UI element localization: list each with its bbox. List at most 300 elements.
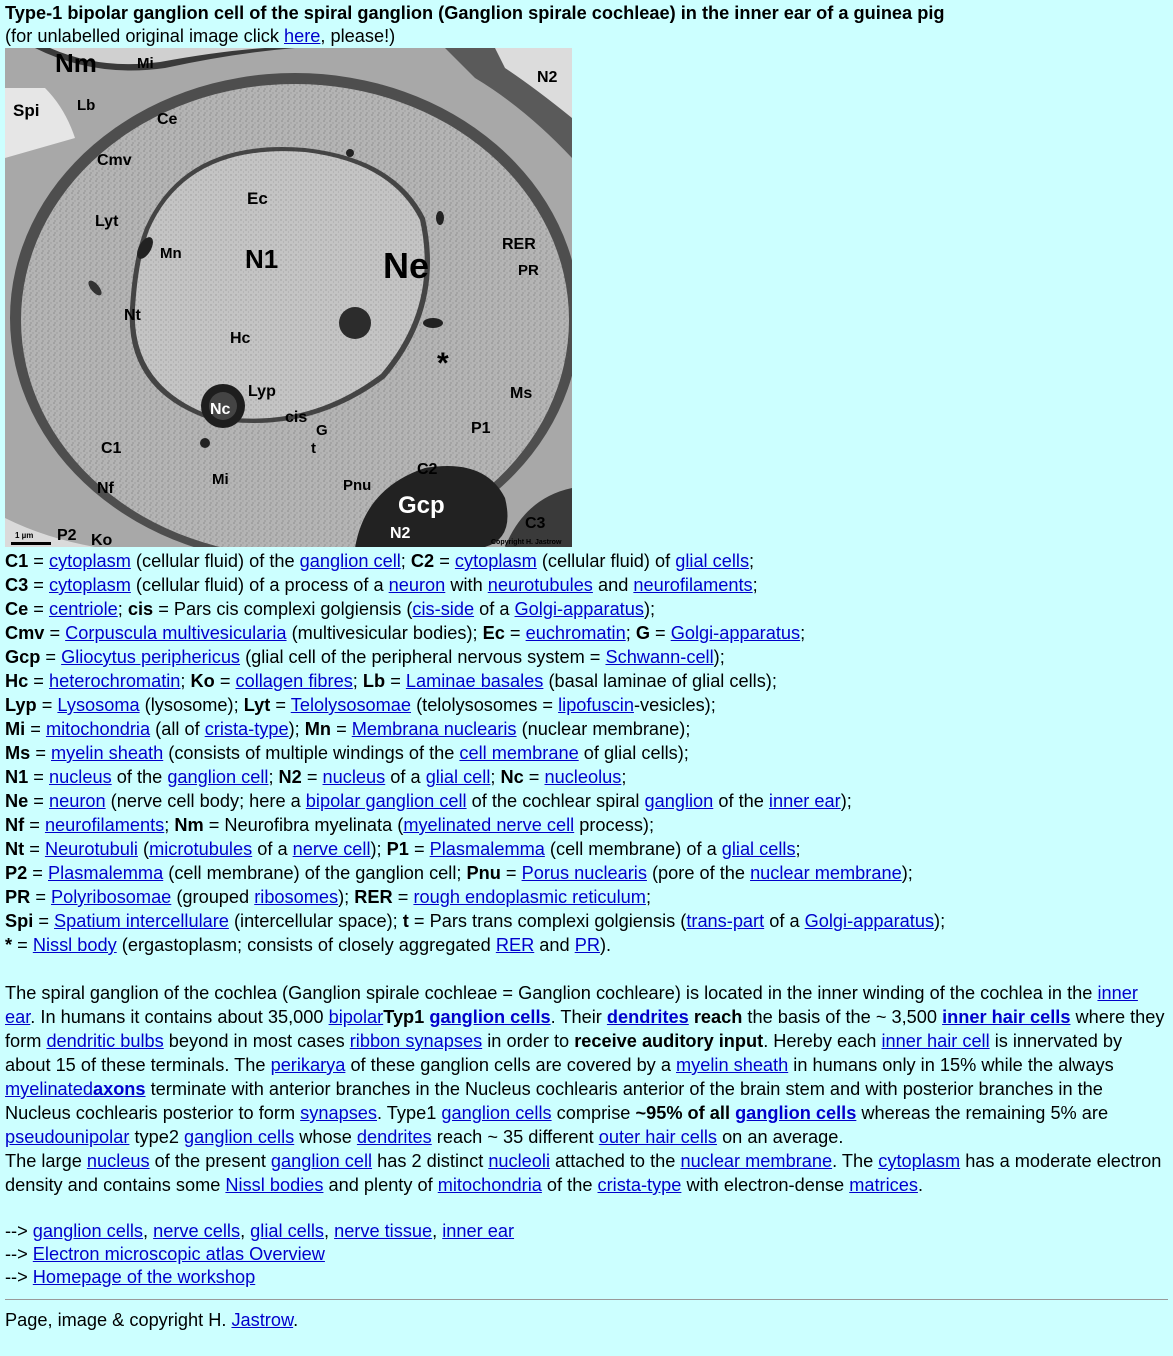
text-run: = bbox=[24, 839, 45, 859]
svg-text:Mn: Mn bbox=[160, 245, 182, 262]
term-link[interactable]: Jastrow bbox=[231, 1310, 294, 1330]
svg-text:Nf: Nf bbox=[97, 480, 114, 497]
text-run: ; bbox=[795, 839, 801, 859]
text-run: (cell membrane) of the ganglion cell; bbox=[163, 863, 467, 883]
text-run: = bbox=[33, 911, 55, 931]
legend-line bbox=[5, 909, 1168, 933]
text-run: terminate with anterior branches in the Nucleus cochlearis anterior of the brain stem and with posterior branches in the Nucleus cochlearis posterior to form bbox=[5, 1079, 1103, 1123]
term-link[interactable]: nerve cells bbox=[153, 1221, 241, 1241]
text-run: ; bbox=[117, 599, 128, 619]
text-run: attached to the bbox=[550, 1151, 681, 1171]
abbreviation: Lb bbox=[362, 671, 386, 691]
text-run: = bbox=[301, 767, 323, 787]
svg-text:Cmv: Cmv bbox=[97, 152, 132, 169]
svg-text:N2: N2 bbox=[390, 525, 411, 542]
term-link[interactable]: ganglion cell bbox=[299, 551, 401, 571]
text-run: of the present bbox=[149, 1151, 271, 1171]
text-run: , bbox=[240, 1221, 251, 1241]
text-run: = bbox=[408, 839, 430, 859]
term-link[interactable]: synapses bbox=[300, 1103, 377, 1123]
text-run: ); bbox=[370, 839, 387, 859]
legend-line bbox=[5, 789, 1168, 813]
text-run: ; bbox=[490, 767, 501, 787]
svg-text:G: G bbox=[316, 422, 328, 439]
term-link-bold[interactable]: dendrites bbox=[606, 1007, 689, 1027]
term-link-bold[interactable]: axons bbox=[92, 1079, 146, 1099]
legend-line bbox=[5, 885, 1168, 909]
abbreviation: Ec bbox=[482, 623, 505, 643]
text-run: (nerve cell body; here a bbox=[105, 791, 306, 811]
text-run: the basis of the ~ 3,500 bbox=[742, 1007, 943, 1027]
svg-text:Ce: Ce bbox=[157, 111, 178, 128]
svg-text:t: t bbox=[311, 440, 316, 457]
abbreviation: C2 bbox=[410, 551, 435, 571]
term-link[interactable]: PR bbox=[574, 935, 600, 955]
text-run: (lysosome); bbox=[139, 695, 244, 715]
legend-line bbox=[5, 765, 1168, 789]
page-title: Type-1 bipolar ganglion cell of the spiral ganglion (Ganglion spirale cochleae) in the inner ear of a guinea pig bbox=[5, 3, 945, 23]
electron-micrograph bbox=[5, 48, 572, 547]
text-run: ; bbox=[180, 671, 191, 691]
abbreviation: cis bbox=[127, 599, 154, 619]
svg-text:P1: P1 bbox=[471, 420, 491, 437]
text-run: = bbox=[40, 647, 62, 667]
term-link[interactable]: euchromatin bbox=[525, 623, 626, 643]
text-run: ); bbox=[934, 911, 946, 931]
abbreviation: Hc bbox=[5, 671, 29, 691]
text-run: (pore of the bbox=[646, 863, 751, 883]
text-run: ; bbox=[645, 887, 652, 907]
abbreviation: Mi bbox=[5, 719, 26, 739]
text-run: ; bbox=[268, 767, 279, 787]
text-run: = bbox=[28, 791, 49, 811]
term-link[interactable]: ganglion cells bbox=[441, 1103, 552, 1123]
term-link[interactable]: nerve cell bbox=[292, 839, 371, 859]
text-run: of glial cells); bbox=[578, 743, 689, 763]
nav-line bbox=[5, 1220, 1168, 1243]
text-run: whereas the remaining 5% are bbox=[856, 1103, 1109, 1123]
text-run: Page, image & copyright H. bbox=[5, 1310, 232, 1330]
text-run: (intercellular space); bbox=[228, 911, 403, 931]
term-link[interactable]: glial cell bbox=[425, 767, 491, 787]
term-link[interactable]: mitochondria bbox=[437, 1175, 542, 1195]
term-link[interactable]: Plasmalemma bbox=[429, 839, 545, 859]
text-run: (telolysosomes = bbox=[411, 695, 559, 715]
term-link-bold[interactable]: inner hair cells bbox=[942, 1007, 1071, 1027]
text-run: = bbox=[523, 767, 545, 787]
text-run: ; bbox=[749, 551, 755, 571]
text-run: = bbox=[331, 719, 352, 739]
term-link[interactable]: heterochromatin bbox=[48, 671, 181, 691]
text-run: of a bbox=[474, 599, 515, 619]
term-link[interactable]: ribosomes bbox=[254, 887, 339, 907]
text-run: ; bbox=[800, 623, 806, 643]
term-link[interactable]: outer hair cells bbox=[598, 1127, 718, 1147]
text-run: ); bbox=[713, 647, 725, 667]
text-run: of a bbox=[764, 911, 805, 931]
text-run: --> bbox=[5, 1244, 33, 1264]
svg-text:Mi: Mi bbox=[212, 471, 229, 488]
term-link[interactable]: pseudounipolar bbox=[5, 1127, 130, 1147]
legend-line bbox=[5, 645, 1168, 669]
svg-text:Lyt: Lyt bbox=[95, 213, 119, 230]
term-link[interactable]: inner ear bbox=[442, 1221, 515, 1241]
term-link[interactable]: inner ear bbox=[768, 791, 841, 811]
paragraph-2 bbox=[5, 1149, 1168, 1197]
term-link[interactable]: neurofilaments bbox=[633, 575, 753, 595]
text-run: ); bbox=[338, 887, 355, 907]
svg-text:Spi: Spi bbox=[13, 101, 40, 120]
svg-text:Mi: Mi bbox=[137, 55, 154, 72]
text-run: (all of bbox=[150, 719, 205, 739]
legend-line bbox=[5, 549, 1168, 573]
term-link[interactable]: Gliocytus periphericus bbox=[61, 647, 241, 667]
svg-text:Lyp: Lyp bbox=[248, 383, 276, 400]
text-run: = Neurofibra myelinata ( bbox=[203, 815, 404, 835]
svg-text:N2: N2 bbox=[537, 69, 558, 86]
term-link[interactable]: glial cells bbox=[250, 1221, 324, 1241]
term-link[interactable]: Telolysosomae bbox=[290, 695, 412, 715]
abbreviation: Nm bbox=[174, 815, 204, 835]
svg-text:Nm: Nm bbox=[55, 48, 97, 78]
text-run: of the bbox=[541, 1175, 598, 1195]
text-run: in humans only in 15% while the always bbox=[788, 1055, 1114, 1075]
text-run: (glial cell of the peripheral nervous system = bbox=[240, 647, 606, 667]
term-link[interactable]: Plasmalemma bbox=[47, 863, 164, 883]
text-run: of a bbox=[252, 839, 293, 859]
paragraph-1 bbox=[5, 981, 1168, 1149]
text-run: . bbox=[293, 1310, 299, 1330]
text-run: . Hereby each bbox=[763, 1031, 882, 1051]
term-link[interactable]: dendritic bulbs bbox=[46, 1031, 164, 1051]
svg-text:1 µm: 1 µm bbox=[15, 531, 34, 540]
term-link[interactable]: ganglion cell bbox=[270, 1151, 373, 1171]
svg-text:C3: C3 bbox=[525, 515, 546, 532]
legend-line bbox=[5, 573, 1168, 597]
term-link[interactable]: Corpuscula multivesicularia bbox=[65, 623, 287, 643]
abbreviation: Mn bbox=[304, 719, 332, 739]
text-run: . In humans it contains about 35,000 bbox=[30, 1007, 329, 1027]
text-run: on an average. bbox=[717, 1127, 844, 1147]
abbreviation-legend bbox=[5, 549, 1168, 957]
legend-line bbox=[5, 813, 1168, 837]
abbreviation: Typ1 bbox=[383, 1007, 430, 1027]
term-link[interactable]: collagen fibres bbox=[235, 671, 353, 691]
legend-line bbox=[5, 837, 1168, 861]
text-run: = bbox=[434, 551, 455, 571]
text-run: in order to bbox=[482, 1031, 575, 1051]
text-run: has a moderate electron density and contains some bbox=[5, 1151, 1162, 1195]
term-link[interactable]: nerve tissue bbox=[334, 1221, 433, 1241]
term-link[interactable]: inner hair cell bbox=[881, 1031, 990, 1051]
abbreviation: N1 bbox=[5, 767, 29, 787]
term-link[interactable]: nucleus bbox=[86, 1151, 150, 1171]
abbreviation: Ms bbox=[5, 743, 31, 763]
text-run: . Their bbox=[550, 1007, 607, 1027]
text-run: of the bbox=[111, 767, 168, 787]
term-link[interactable]: Porus nuclearis bbox=[521, 863, 647, 883]
svg-text:Nc: Nc bbox=[210, 401, 231, 418]
term-link[interactable]: Membrana nuclearis bbox=[351, 719, 517, 739]
term-link[interactable]: centriole bbox=[48, 599, 118, 619]
term-link[interactable]: cytoplasm bbox=[454, 551, 537, 571]
term-link[interactable]: dendrites bbox=[356, 1127, 432, 1147]
text-run: = bbox=[28, 767, 49, 787]
nav-line bbox=[5, 1266, 1168, 1289]
micrograph-svg bbox=[5, 48, 572, 547]
text-run: (cellular fluid) of a process of a bbox=[130, 575, 389, 595]
text-run: = bbox=[649, 623, 671, 643]
text-run: beyond in most cases bbox=[163, 1031, 350, 1051]
text-run: ; bbox=[621, 767, 627, 787]
term-link[interactable]: Schwann-cell bbox=[605, 647, 714, 667]
text-run: = bbox=[27, 863, 48, 883]
text-run: = Pars cis complexi golgiensis ( bbox=[153, 599, 413, 619]
text-run: -vesicles); bbox=[633, 695, 716, 715]
legend-line bbox=[5, 741, 1168, 765]
abbreviation: Lyp bbox=[5, 695, 37, 715]
term-link[interactable]: ganglion bbox=[644, 791, 714, 811]
legend-line bbox=[5, 621, 1168, 645]
term-link[interactable]: neuron bbox=[48, 791, 106, 811]
text-run: comprise bbox=[551, 1103, 636, 1123]
abbreviation: Nc bbox=[500, 767, 524, 787]
svg-text:C1: C1 bbox=[101, 440, 122, 457]
text-run: = bbox=[28, 671, 49, 691]
abbreviation: Cmv bbox=[5, 623, 45, 643]
term-link[interactable]: lipofuscin bbox=[558, 695, 634, 715]
text-run: and bbox=[534, 935, 575, 955]
term-link[interactable]: Electron microscopic atlas Overview bbox=[32, 1244, 325, 1264]
unlabelled-image-link[interactable]: here bbox=[284, 26, 321, 46]
term-link[interactable]: nucleus bbox=[322, 767, 386, 787]
abbreviation: Nt bbox=[5, 839, 25, 859]
text-run: , bbox=[432, 1221, 443, 1241]
text-run: (cellular fluid) of the bbox=[130, 551, 300, 571]
text-run: = bbox=[30, 743, 51, 763]
term-link[interactable]: Homepage of the workshop bbox=[32, 1267, 256, 1287]
text-run: (basal laminae of glial cells); bbox=[543, 671, 777, 691]
abbreviation: C1 bbox=[5, 551, 29, 571]
text-run: --> bbox=[5, 1267, 33, 1287]
term-link[interactable]: Lysosoma bbox=[57, 695, 140, 715]
term-link[interactable]: nuclear membrane bbox=[680, 1151, 833, 1171]
abbreviation: Nf bbox=[5, 815, 25, 835]
abbreviation: receive auditory input bbox=[574, 1031, 764, 1051]
text-run: = bbox=[214, 671, 236, 691]
term-link[interactable]: myelinated nerve cell bbox=[403, 815, 575, 835]
term-link[interactable]: cell membrane bbox=[459, 743, 579, 763]
legend-line bbox=[5, 693, 1168, 717]
text-run: = bbox=[385, 671, 406, 691]
text-run: --> bbox=[5, 1221, 33, 1241]
term-link[interactable]: mitochondria bbox=[45, 719, 151, 739]
abbreviation: PR bbox=[5, 887, 31, 907]
abbreviation: G bbox=[635, 623, 650, 643]
term-link[interactable]: nucleoli bbox=[488, 1151, 550, 1171]
abbreviation: ~95% of all bbox=[635, 1103, 736, 1123]
abbreviation: Lyt bbox=[243, 695, 271, 715]
text-run: ); bbox=[643, 599, 656, 619]
text-run: has 2 distinct bbox=[372, 1151, 489, 1171]
abbreviation: Spi bbox=[5, 911, 34, 931]
term-link[interactable]: crista-type bbox=[597, 1175, 682, 1195]
term-link[interactable]: glial cells bbox=[721, 839, 796, 859]
term-link[interactable]: bipolar ganglion cell bbox=[305, 791, 467, 811]
term-link[interactable]: nuclear membrane bbox=[750, 863, 902, 883]
term-link[interactable]: Laminae basales bbox=[405, 671, 544, 691]
text-run: reach ~ 35 different bbox=[431, 1127, 599, 1147]
svg-text:RER: RER bbox=[502, 236, 536, 253]
legend-line bbox=[5, 861, 1168, 885]
term-link[interactable]: neurotubules bbox=[487, 575, 593, 595]
text-run: and plenty of bbox=[323, 1175, 438, 1195]
text-run: with electron-dense bbox=[681, 1175, 850, 1195]
text-run: (nuclear membrane); bbox=[516, 719, 691, 739]
abbreviation: RER bbox=[354, 887, 393, 907]
term-link[interactable]: myelinated bbox=[5, 1079, 93, 1099]
term-link[interactable]: RER bbox=[495, 935, 535, 955]
term-link[interactable]: myelin sheath bbox=[676, 1055, 789, 1075]
term-link[interactable]: Golgi-apparatus bbox=[804, 911, 935, 931]
text-run: ; bbox=[752, 575, 758, 595]
text-run: . bbox=[917, 1175, 923, 1195]
text-run: ); bbox=[901, 863, 913, 883]
text-run: (ergastoplasm; consists of closely aggregated bbox=[116, 935, 496, 955]
nav-line bbox=[5, 1243, 1168, 1266]
text-run: = bbox=[30, 887, 51, 907]
text-run: = bbox=[25, 719, 46, 739]
text-run: (multivesicular bodies); bbox=[286, 623, 483, 643]
term-link-bold[interactable]: ganglion cells bbox=[735, 1103, 857, 1123]
term-link[interactable]: cytoplasm bbox=[48, 551, 131, 571]
svg-text:N1: N1 bbox=[245, 244, 279, 274]
text-run: ; bbox=[164, 815, 175, 835]
footer bbox=[5, 1308, 1168, 1332]
description bbox=[5, 981, 1168, 1197]
term-link[interactable]: Polyribosomae bbox=[51, 887, 172, 907]
term-link[interactable]: trans-part bbox=[686, 911, 765, 931]
legend-line bbox=[5, 933, 1168, 957]
legend-line bbox=[5, 717, 1168, 741]
term-link[interactable]: cis-side bbox=[412, 599, 475, 619]
text-run: ; bbox=[400, 551, 411, 571]
text-run: (cellular fluid) of bbox=[536, 551, 676, 571]
text-run: = bbox=[504, 623, 526, 643]
svg-text:Pnu: Pnu bbox=[343, 477, 372, 494]
legend-line bbox=[5, 669, 1168, 693]
text-run: of the bbox=[713, 791, 769, 811]
text-run: ( bbox=[137, 839, 150, 859]
svg-text:Ms: Ms bbox=[510, 385, 533, 402]
term-link[interactable]: neuron bbox=[388, 575, 446, 595]
svg-text:*: * bbox=[437, 347, 449, 380]
term-link[interactable]: bipolar bbox=[328, 1007, 384, 1027]
abbreviation: t bbox=[402, 911, 409, 931]
abbreviation: Ne bbox=[5, 791, 29, 811]
text-run: = bbox=[44, 623, 66, 643]
text-run: ; bbox=[352, 671, 363, 691]
text-run: . Type1 bbox=[377, 1103, 442, 1123]
text-run: = bbox=[28, 575, 49, 595]
text-run: type2 bbox=[129, 1127, 184, 1147]
term-link[interactable]: ganglion cells bbox=[32, 1221, 144, 1241]
term-link[interactable]: crista-type bbox=[204, 719, 289, 739]
text-run: = bbox=[28, 599, 49, 619]
abbreviation: Ko bbox=[190, 671, 215, 691]
term-link[interactable]: ganglion cells bbox=[184, 1127, 295, 1147]
term-link[interactable]: neurofilaments bbox=[44, 815, 165, 835]
text-run: , bbox=[323, 1221, 335, 1241]
text-run: where they form bbox=[5, 1007, 1165, 1051]
abbreviation: N2 bbox=[278, 767, 302, 787]
term-link[interactable]: microtubules bbox=[149, 839, 253, 859]
term-link-bold[interactable]: ganglion cells bbox=[429, 1007, 551, 1027]
term-link[interactable]: ribbon synapses bbox=[349, 1031, 483, 1051]
svg-text:PR: PR bbox=[518, 262, 539, 279]
abbreviation: P2 bbox=[5, 863, 28, 883]
term-link[interactable]: Neurotubuli bbox=[44, 839, 138, 859]
term-link[interactable]: Golgi-apparatus bbox=[514, 599, 644, 619]
term-link[interactable]: Golgi-apparatus bbox=[670, 623, 801, 643]
term-link[interactable]: ganglion cell bbox=[167, 767, 269, 787]
svg-text:cis: cis bbox=[285, 409, 308, 426]
term-link[interactable]: rough endoplasmic reticulum bbox=[413, 887, 646, 907]
text-run: . The bbox=[832, 1151, 879, 1171]
abbreviation: Gcp bbox=[5, 647, 41, 667]
text-run: The large bbox=[5, 1151, 87, 1171]
term-link[interactable]: inner ear bbox=[5, 983, 1138, 1027]
svg-text:Ec: Ec bbox=[247, 189, 268, 208]
text-run: of these ganglion cells are covered by a bbox=[345, 1055, 676, 1075]
svg-text:Copyright H. Jastrow: Copyright H. Jastrow bbox=[491, 539, 562, 546]
term-link[interactable]: Nissl body bbox=[32, 935, 117, 955]
term-link[interactable]: matrices bbox=[849, 1175, 918, 1195]
svg-text:Lb: Lb bbox=[77, 97, 96, 114]
divider bbox=[5, 1299, 1168, 1300]
term-link[interactable]: myelin sheath bbox=[51, 743, 164, 763]
svg-text:Hc: Hc bbox=[230, 330, 251, 347]
text-run: ); bbox=[288, 719, 305, 739]
text-run: = bbox=[36, 695, 58, 715]
text-run: ). bbox=[599, 935, 612, 955]
term-link[interactable]: perikarya bbox=[270, 1055, 346, 1075]
text-run: = bbox=[270, 695, 291, 715]
svg-text:C2: C2 bbox=[417, 461, 438, 478]
text-run: = bbox=[12, 935, 33, 955]
text-run: = bbox=[500, 863, 522, 883]
term-link[interactable]: cytoplasm bbox=[48, 575, 131, 595]
svg-text:Nt: Nt bbox=[124, 307, 141, 324]
term-link[interactable]: nucleus bbox=[48, 767, 112, 787]
abbreviation: Ce bbox=[5, 599, 29, 619]
text-run: with bbox=[445, 575, 488, 595]
term-link[interactable]: glial cells bbox=[675, 551, 750, 571]
abbreviation: C3 bbox=[5, 575, 29, 595]
text-run: process); bbox=[574, 815, 655, 835]
text-run: and bbox=[592, 575, 634, 595]
svg-text:P2: P2 bbox=[57, 527, 77, 544]
navigation-links bbox=[5, 1220, 1168, 1289]
term-link[interactable]: cytoplasm bbox=[878, 1151, 961, 1171]
term-link[interactable]: nucleolus bbox=[544, 767, 622, 787]
abbreviation: * bbox=[5, 935, 13, 955]
term-link[interactable]: Spatium intercellulare bbox=[54, 911, 229, 931]
text-run: ; bbox=[625, 623, 636, 643]
svg-text:Ne: Ne bbox=[383, 245, 430, 286]
text-run: of the cochlear spiral bbox=[466, 791, 645, 811]
term-link[interactable]: Nissl bodies bbox=[225, 1175, 324, 1195]
